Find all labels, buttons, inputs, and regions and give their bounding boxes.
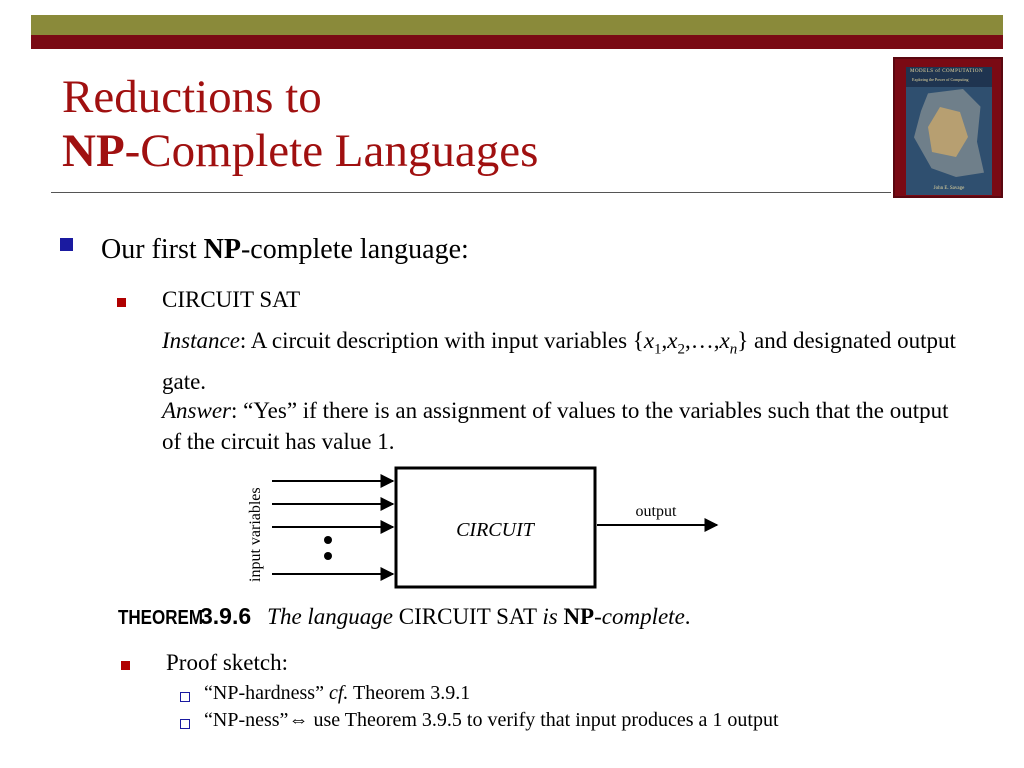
instance-paragraph: Instance: A circuit description with input variables $\{x_1,x_2,\dots,x_n\}$ and designated output gate. bbox=[162, 328, 956, 394]
circuit-sat-heading: CIRCUIT SAT bbox=[162, 287, 301, 312]
proof-item-np-ness: “NP-ness”⇔ use Theorem 3.9.5 to verify that input produces a 1 output bbox=[204, 709, 779, 731]
proof-item-np-hardness: “NP-hardness” cf. Theorem 3.9.1 bbox=[204, 682, 471, 704]
ellipsis-dot bbox=[324, 552, 332, 560]
top-decor-stripe bbox=[31, 35, 1003, 49]
output-label: output bbox=[635, 503, 677, 520]
proof-sketch-heading: Proof sketch: bbox=[166, 650, 289, 675]
top-decor-bar bbox=[31, 15, 1003, 35]
theorem-3-9-6: THEOREM3.9.6 The language CIRCUIT SAT is NP-complete. bbox=[118, 603, 691, 629]
title-divider bbox=[51, 192, 891, 193]
answer-paragraph: Answer: “Yes” if there is an assignment of values to the variables such that the output of the circuit has value 1. bbox=[162, 398, 949, 454]
circuit-label: CIRCUIT bbox=[456, 519, 534, 541]
book-author: John E. Savage bbox=[933, 186, 965, 191]
theorem-number: 3.9.6 bbox=[200, 603, 252, 629]
bullet-first-np-complete: Our first NP-complete language: bbox=[101, 234, 469, 265]
slide-title: Reductions to NP-Complete Languages bbox=[62, 71, 539, 177]
book-subtitle: Exploring the Power of Computing bbox=[912, 77, 969, 82]
square-bullet-icon bbox=[121, 661, 130, 670]
square-bullet-icon bbox=[60, 238, 73, 251]
square-bullet-icon bbox=[117, 298, 126, 307]
input-variables-label: input variables bbox=[247, 487, 264, 582]
hollow-square-bullet-icon bbox=[180, 719, 190, 729]
hollow-square-bullet-icon bbox=[180, 692, 190, 702]
book-cover-art bbox=[906, 67, 992, 195]
theorem-label: THEOREM bbox=[118, 607, 203, 629]
circuit-diagram bbox=[235, 460, 735, 600]
ellipsis-dot bbox=[324, 536, 332, 544]
book-title: MODELS of COMPUTATION bbox=[910, 69, 984, 74]
book-cover-image bbox=[893, 57, 1003, 198]
